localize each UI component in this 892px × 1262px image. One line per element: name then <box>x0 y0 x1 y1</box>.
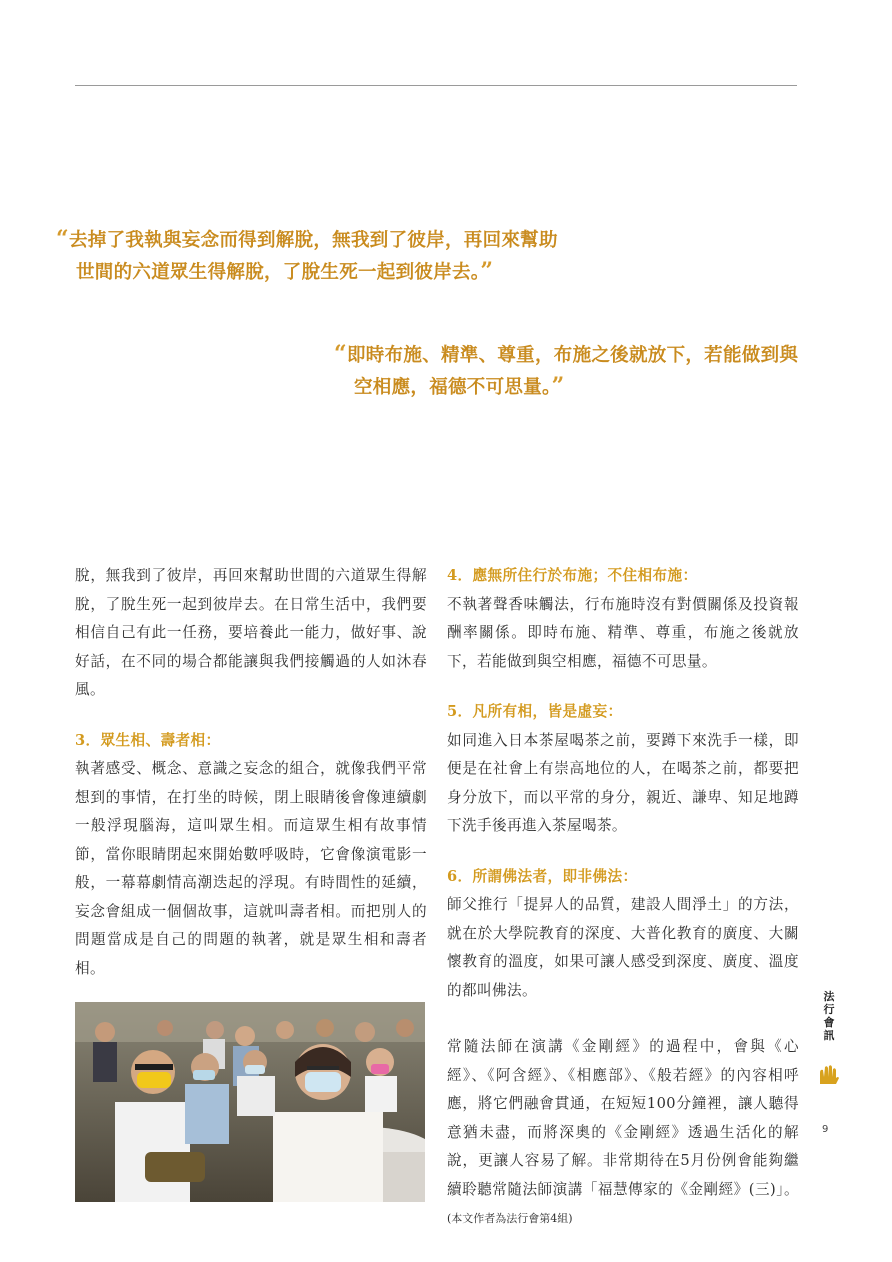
pull-quote-1 <box>56 224 616 288</box>
pull-quote-2-line-2: 空相應，福德不可思量。 <box>354 377 552 398</box>
left-column <box>75 562 427 983</box>
section-6-heading: 6．所謂佛法者，即非佛法： <box>447 867 638 885</box>
close-quote-mark: ” <box>551 373 565 399</box>
praying-hands-icon <box>817 1064 841 1086</box>
closing-paragraph <box>447 1033 799 1234</box>
magazine-name-char: 行 <box>823 1003 835 1016</box>
top-rule <box>75 85 797 86</box>
closing-body: 常隨法師在演講《金剛經》的過程中，會與《心經》、《阿含經》、《相應部》、《般若經》的內容相呼應，將它們融會貫通，在短短100分鐘裡，讓人聽得意猶未盡，而將深奧的《金剛經》透過生活化的解說，更讓人容易了解。非常期待在5月份例會能夠繼續聆聽常隨法師演講「福慧傳家的《金剛經》(三)」。 <box>447 1038 799 1198</box>
pull-quote-1-line-1: 去掉了我執與妄念而得到解脫，無我到了彼岸，再回來幫助 <box>68 230 558 251</box>
section-4-heading: 4．應無所住行於布施；不住相布施： <box>447 567 698 584</box>
magazine-name <box>818 990 840 1042</box>
section-4-body: 不執著聲香味觸法，行布施時沒有對價關係及投資報酬率關係。即時布施、精準、尊重，布施之後就放下，若能做到與空相應，福德不可思量。 <box>447 595 799 670</box>
section-6-body: 師父推行「提昇人的品質，建設人間淨土」的方法，就在於大學院教育的深度、大普化教育的廣度、大關懷教育的溫度，如果可讓人感受到深度、廣度、溫度的都叫佛法。 <box>447 896 799 999</box>
audience-photo-illustration <box>75 1002 425 1202</box>
section-3-body: 執著感受、概念、意識之妄念的組合，就像我們平常想到的事情，在打坐的時候，閉上眼睛後會像連續劇一般浮現腦海，這叫眾生相。而這眾生相有故事情節，當你眼睛閉起來開始數呼吸時，它會像演電影一般，一幕幕劇情高潮迭起的浮現。有時間性的延續，妄念會組成一個個故事，這就叫壽者相。而把別人的問題當成是自己的問題的執著，就是眾生相和壽者相。 <box>75 760 427 977</box>
magazine-name-char: 會 <box>823 1016 835 1029</box>
audience-photo <box>75 1002 425 1202</box>
right-column <box>447 562 799 1234</box>
open-quote-mark: “ <box>56 226 69 252</box>
magazine-name-char: 法 <box>823 990 835 1003</box>
magazine-name-vertical <box>818 990 840 1042</box>
section-5-heading: 5．凡所有相，皆是虛妄： <box>447 703 623 720</box>
pull-quote-2-line-1: 即時布施、精準、尊重，布施之後就放下，若能做到與 <box>346 345 799 366</box>
close-quote-mark: ” <box>480 258 494 284</box>
pull-quote-1-line-2: 世間的六道眾生得解脫，了脫生死一起到彼岸去。 <box>76 262 481 283</box>
magazine-name-char: 訊 <box>823 1029 835 1042</box>
open-quote-mark: “ <box>334 341 347 367</box>
intro-paragraph: 脫，無我到了彼岸，再回來幫助世間的六道眾生得解脫，了脫生死一起到彼岸去。在日常生活中，我們要相信自己有此一任務，要培養此一能力，做好事、說好話，在不同的場合都能讓與我們接觸過的人如沐春風。 <box>75 567 427 698</box>
author-note: (本文作者為法行會第4組) <box>447 1212 573 1225</box>
section-5-body: 如同進入日本茶屋喝茶之前，要蹲下來洗手一樣，即便是在社會上有崇高地位的人，在喝茶之前，都要把身分放下，而以平常的身分，親近、謙卑、知足地蹲下洗手後再進入茶屋喝茶。 <box>447 731 799 834</box>
page-number: 9 <box>822 1124 829 1135</box>
section-3-heading: 3．眾生相、壽者相： <box>75 731 221 749</box>
pull-quote-2 <box>334 339 804 403</box>
